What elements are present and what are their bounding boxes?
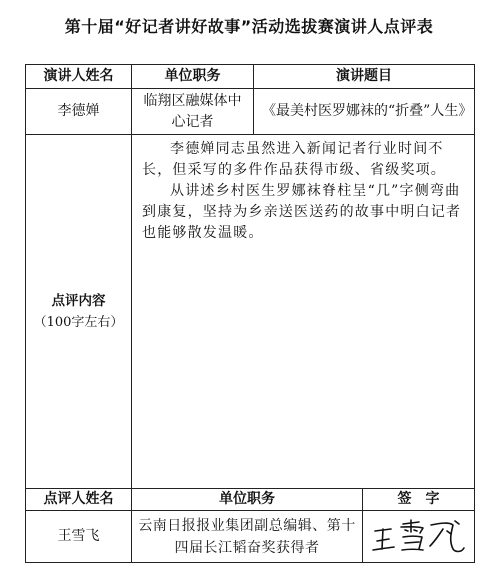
reviewer-unit-header: 单位职务 <box>132 489 363 511</box>
unit-position-header: 单位职务 <box>132 65 254 89</box>
reviewer-name-header: 点评人姓名 <box>26 489 132 511</box>
review-form-table <box>25 64 475 563</box>
comment-content <box>132 135 475 489</box>
comment-length-note: （100字左右） <box>33 314 124 330</box>
speaker-name: 李德婵 <box>26 89 132 135</box>
reviewer-unit: 云南日报报业集团副总编辑、第十四届长江韬奋奖获得者 <box>132 511 363 563</box>
comment-paragraph-2: 从讲述乡村医生罗娜袜脊柱呈“几”字侧弯曲到康复，坚持为乡亲送医送药的故事中明白记者也能够散发温暖。 <box>142 183 462 241</box>
signature-cell <box>363 511 475 563</box>
reviewer-name: 王雪飞 <box>26 511 132 563</box>
signature-header: 签 字 <box>363 489 475 511</box>
handwritten-signature <box>367 515 471 559</box>
comment-label-cell <box>26 135 132 489</box>
comment-label: 点评内容 <box>51 292 106 309</box>
speaker-name-header: 演讲人姓名 <box>26 65 132 89</box>
form-title: 第十届“好记者讲好故事”活动选拔赛演讲人点评表 <box>64 17 434 36</box>
speaker-unit: 临翔区融媒体中心记者 <box>132 89 254 135</box>
speech-topic: 《最美村医罗娜袜的“折叠”人生》 <box>254 89 475 135</box>
comment-paragraph-1: 李德婵同志虽然进入新闻记者行业时间不长，但采写的多件作品获得市级、省级奖项。 <box>142 141 446 178</box>
speech-topic-header: 演讲题目 <box>254 65 475 89</box>
